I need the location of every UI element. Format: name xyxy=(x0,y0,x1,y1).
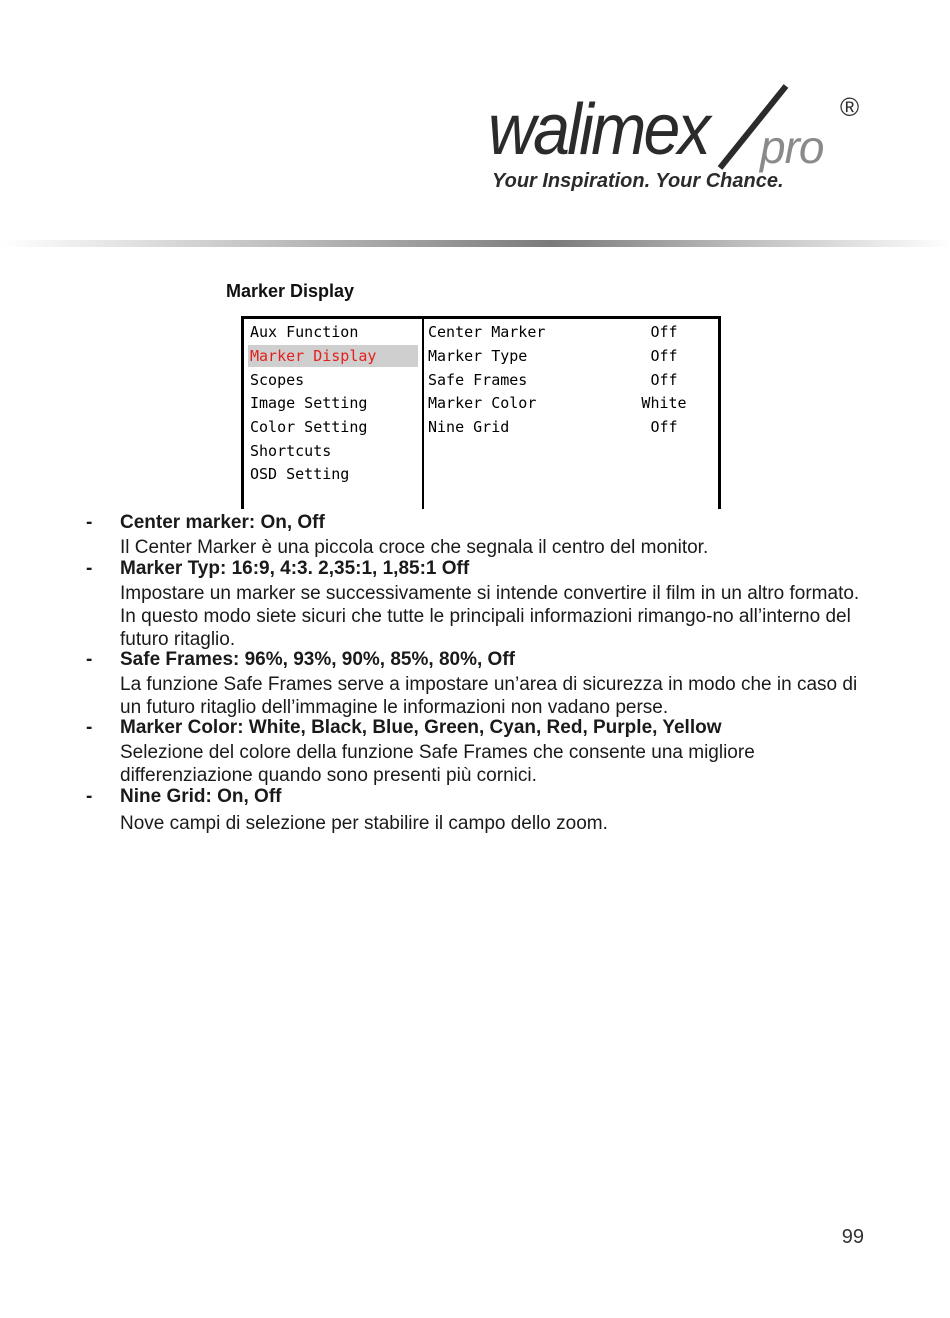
osd-menu-panel xyxy=(241,316,721,509)
item-title: Marker Typ: 16:9, 4:3. 2,35:1, 1,85:1 Off xyxy=(120,558,470,579)
item-description: Selezione del colore della funzione Safe Frames che consente una migliore differenziazione quando sono presenti più cornici. xyxy=(120,742,755,786)
osd-option-center-marker-value[interactable]: Off xyxy=(650,323,678,341)
item-title: Marker Color: White, Black, Blue, Green, Cyan, Red, Purple, Yellow xyxy=(120,717,722,738)
osd-option-marker-type-value[interactable]: Off xyxy=(650,347,678,365)
item-description: La funzione Safe Frames serve a impostare un’area di sicurezza in modo che in caso di un futuro ritaglio dell’immagine le informazioni non vadano perse. xyxy=(120,674,858,718)
osd-option-nine-grid-label[interactable]: Nine Grid xyxy=(428,418,510,436)
osd-menu-item-scopes[interactable]: Scopes xyxy=(250,371,305,389)
bullet-dash: - xyxy=(86,558,93,579)
registered-mark: ® xyxy=(840,92,860,122)
logo-brand-suffix: pro xyxy=(760,121,824,173)
tagline: Your Inspiration. Your Chance. xyxy=(492,170,784,192)
bullet-dash: - xyxy=(86,786,93,807)
osd-option-safe-frames-label[interactable]: Safe Frames xyxy=(428,371,528,389)
item-title: Nine Grid: On, Off xyxy=(120,786,282,807)
osd-option-center-marker-label[interactable]: Center Marker xyxy=(428,323,546,341)
osd-option-safe-frames-value[interactable]: Off xyxy=(650,371,678,389)
item-title: Safe Frames: 96%, 93%, 90%, 85%, 80%, Off xyxy=(120,649,515,670)
osd-option-marker-color-label[interactable]: Marker Color xyxy=(428,394,537,412)
bullet-dash: - xyxy=(86,512,93,533)
osd-option-marker-color-value[interactable]: White xyxy=(641,394,687,412)
bullet-dash: - xyxy=(86,649,93,670)
osd-column-divider xyxy=(422,319,424,509)
logo-brand-main: walimex xyxy=(488,90,708,170)
item-description: Il Center Marker è una piccola croce che segnala il centro del monitor. xyxy=(120,537,709,558)
section-title: Marker Display xyxy=(226,281,355,301)
osd-menu-item-aux-function[interactable]: Aux Function xyxy=(250,323,359,341)
osd-menu-item-osd-setting[interactable]: OSD Setting xyxy=(250,465,350,483)
osd-menu-item-shortcuts[interactable]: Shortcuts xyxy=(250,442,332,460)
osd-option-nine-grid-value[interactable]: Off xyxy=(650,418,678,436)
osd-menu-item-image-setting[interactable]: Image Setting xyxy=(250,394,368,412)
item-description: Nove campi di selezione per stabilire il campo dello zoom. xyxy=(120,813,608,834)
osd-menu-item-color-setting[interactable]: Color Setting xyxy=(250,418,368,436)
item-title: Center marker: On, Off xyxy=(120,512,325,533)
osd-option-marker-type-label[interactable]: Marker Type xyxy=(428,347,528,365)
header-divider xyxy=(0,240,950,247)
page-number: 99 xyxy=(841,1226,864,1248)
osd-menu-item-marker-display[interactable]: Marker Display xyxy=(248,345,418,367)
bullet-dash: - xyxy=(86,717,93,738)
item-description: Impostare un marker se successivamente si intende convertire il film in un altro formato. In questo modo siete sicuri che tutte le principali informazioni rimango-no all’interno del futuro ritaglio. xyxy=(120,583,860,650)
